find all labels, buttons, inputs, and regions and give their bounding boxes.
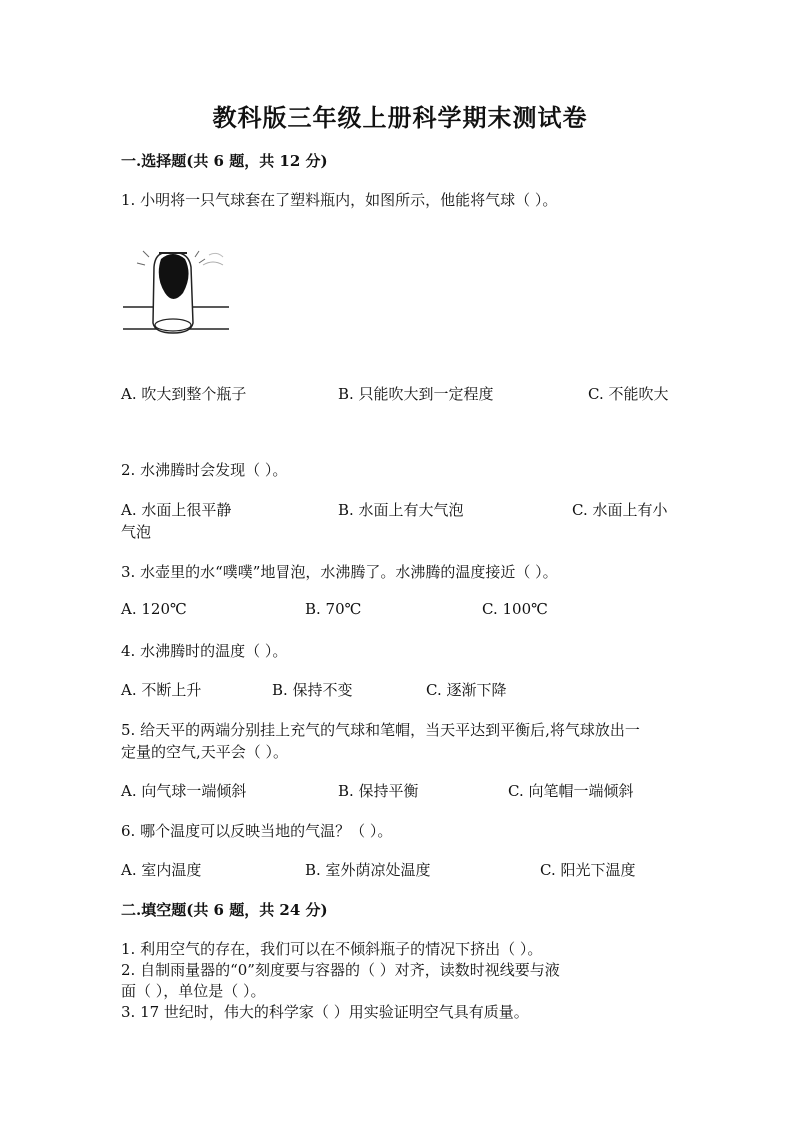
fill-question-1: 1. 利用空气的存在，我们可以在不倾斜瓶子的情况下挤出（ ）。 [121, 940, 543, 958]
q5-option-a: A. 向气球一端倾斜 [121, 782, 247, 800]
question-2: 2. 水沸腾时会发现（ ）。 [121, 461, 288, 479]
balloon-bottle-figure [121, 245, 231, 340]
q4-option-c: C. 逐渐下降 [426, 681, 507, 699]
q3-option-b: B. 70℃ [305, 600, 362, 618]
fill-question-3: 3. 17 世纪时，伟大的科学家（ ）用实验证明空气具有质量。 [121, 1003, 529, 1021]
fill-question-2-line-2: 面（ ），单位是（ ）。 [121, 982, 266, 1000]
question-1: 1. 小明将一只气球套在了塑料瓶内，如图所示，他能将气球（ ）。 [121, 191, 558, 209]
question-5-line-1: 5. 给天平的两端分别挂上充气的气球和笔帽，当天平达到平衡后,将气球放出一 [121, 721, 640, 739]
q1-option-c: C. 不能吹大 [588, 385, 669, 403]
q6-option-b: B. 室外荫凉处温度 [305, 861, 431, 879]
question-6: 6. 哪个温度可以反映当地的气温？（ ）。 [121, 822, 393, 840]
q1-option-a: A. 吹大到整个瓶子 [121, 385, 247, 403]
question-5-line-2: 定量的空气,天平会（ ）。 [121, 743, 289, 761]
q2-option-b: B. 水面上有大气泡 [338, 501, 464, 519]
q2-option-a: A. 水面上很平静 [121, 501, 232, 519]
q1-option-b: B. 只能吹大到一定程度 [338, 385, 494, 403]
q6-option-c: C. 阳光下温度 [540, 861, 636, 879]
page-title: 教科版三年级上册科学期末测试卷 [212, 103, 588, 132]
question-4: 4. 水沸腾时的温度（ ）。 [121, 642, 288, 660]
q3-option-c: C. 100℃ [482, 600, 548, 618]
fill-question-2-line-1: 2. 自制雨量器的“0”刻度要与容器的（ ）对齐，读数时视线要与液 [121, 961, 560, 979]
q4-option-a: A. 不断上升 [121, 681, 202, 699]
q5-option-c: C. 向笔帽一端倾斜 [508, 782, 634, 800]
q6-option-a: A. 室内温度 [121, 861, 202, 879]
q2-option-c-wrap: 气泡 [121, 523, 152, 541]
q3-option-a: A. 120℃ [121, 600, 187, 618]
section-heading-choice: 一.选择题(共 6 题，共 12 分) [121, 152, 328, 170]
section-heading-fill: 二.填空题(共 6 题，共 24 分) [121, 901, 328, 919]
q2-option-c: C. 水面上有小 [572, 501, 668, 519]
q5-option-b: B. 保持平衡 [338, 782, 419, 800]
q4-option-b: B. 保持不变 [272, 681, 353, 699]
question-3: 3. 水壶里的水“噗噗”地冒泡，水沸腾了。水沸腾的温度接近（ ）。 [121, 563, 558, 581]
